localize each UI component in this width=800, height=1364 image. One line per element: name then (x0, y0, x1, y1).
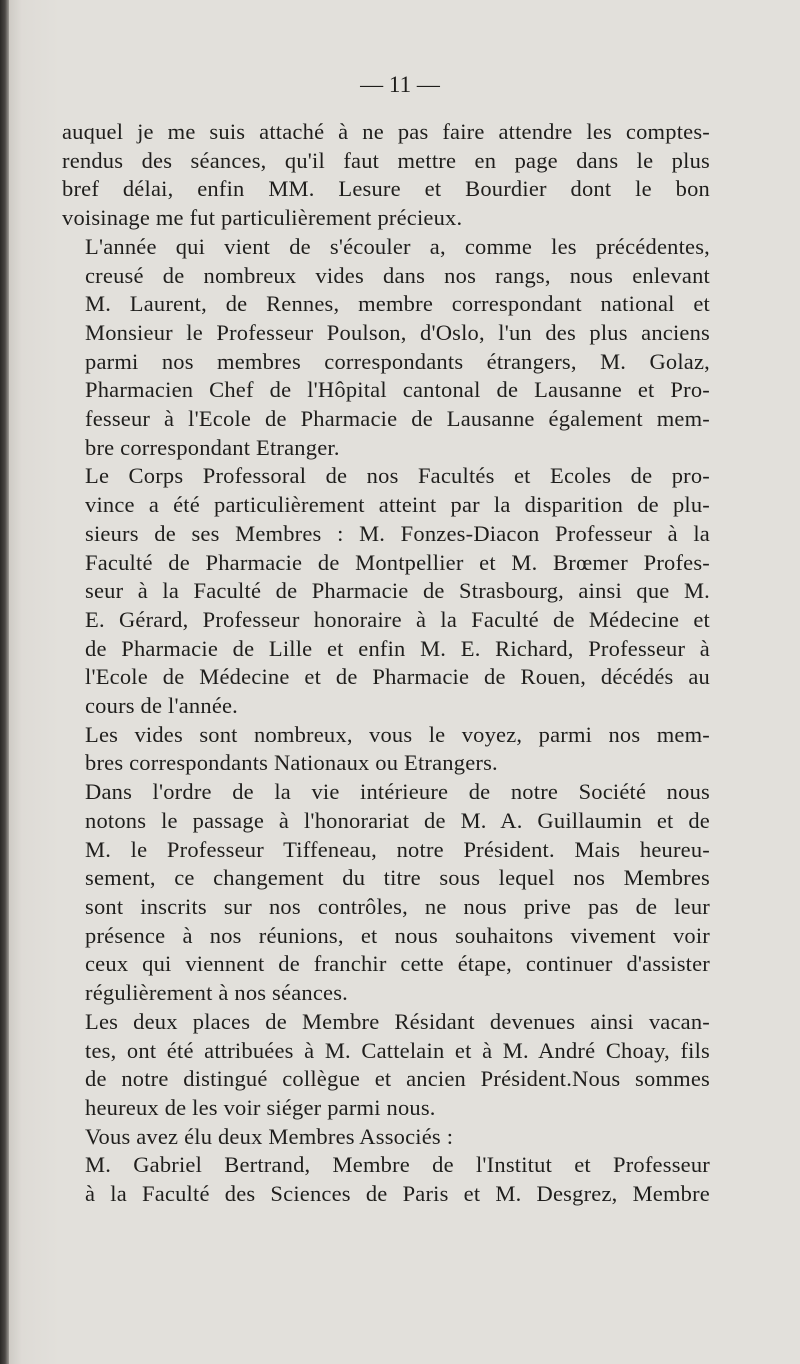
text-line: Faculté de Pharmacie de Montpellier et M. Brœmer Profes- (85, 549, 710, 575)
text-line: Le Corps Professoral de nos Facultés et Ecoles de pro- (85, 463, 710, 489)
text-line: sieurs de ses Membres : M. Fonzes-Diacon Professeur à la (85, 520, 710, 546)
text-line: l'Ecole de Médecine et de Pharmacie de Rouen, décédés au (85, 664, 710, 690)
text-line: M. Laurent, de Rennes, membre correspondant national et (85, 291, 710, 317)
text-line: de notre distingué collègue et ancien Président.Nous sommes (85, 1066, 710, 1092)
text-line: bres correspondants Nationaux ou Etrangers. (85, 750, 498, 776)
text-line: bref délai, enfin MM. Lesure et Bourdier dont le bon (62, 176, 710, 202)
text-line: notons le passage à l'honorariat de M. A. Guillaumin et de (85, 807, 710, 833)
text-line: M. Gabriel Bertrand, Membre de l'Institut et Professeur (85, 1152, 710, 1178)
text-line: cours de l'année. (85, 693, 239, 719)
text-line: Les vides sont nombreux, vous le voyez, parmi nos mem- (85, 721, 710, 747)
paragraph-5 (62, 778, 710, 1008)
text-line: E. Gérard, Professeur honoraire à la Faculté de Médecine et (85, 606, 710, 632)
text-line: de Pharmacie de Lille et enfin M. E. Richard, Professeur à (85, 635, 710, 661)
text-line: Dans l'ordre de la vie intérieure de notre Société nous (85, 779, 710, 805)
text-line: seur à la Faculté de Pharmacie de Strasbourg, ainsi que M. (85, 578, 710, 604)
text-line: L'année qui vient de s'écouler a, comme les précédentes, (85, 233, 710, 259)
text-line: parmi nos membres correspondants étrangers, M. Golaz, (85, 348, 710, 374)
text-line: rendus des séances, qu'il faut mettre en page dans le plus (62, 147, 710, 173)
text-line: Vous avez élu deux Membres Associés : (85, 1123, 454, 1149)
text-line: fesseur à l'Ecole de Pharmacie de Lausanne également mem- (85, 406, 710, 432)
paragraph-6 (62, 1008, 710, 1123)
text-line: régulièrement à nos séances. (85, 980, 348, 1006)
text-line: tes, ont été attribuées à M. Cattelain et à M. André Choay, fils (85, 1037, 710, 1063)
paragraph-1 (62, 118, 710, 233)
text-line: bre correspondant Etranger. (85, 434, 340, 460)
text-line: heureux de les voir siéger parmi nous. (85, 1094, 436, 1120)
text-line: creusé de nombreux vides dans nos rangs, nous enlevant (85, 262, 710, 288)
text-line: ceux qui viennent de franchir cette étape, continuer d'assister (85, 951, 710, 977)
paragraph-4 (62, 721, 710, 778)
book-spine-shadow (0, 0, 9, 1364)
text-line: sement, ce changement du titre sous lequel nos Membres (85, 865, 710, 891)
paragraph-3 (62, 462, 710, 720)
paragraph-8 (62, 1151, 710, 1208)
paragraph-7 (62, 1123, 710, 1152)
text-line: auquel je me suis attaché à ne pas faire attendre les comptes- (62, 119, 710, 144)
text-line: Pharmacien Chef de l'Hôpital cantonal de Lausanne et Pro- (85, 377, 710, 403)
text-line: M. le Professeur Tiffeneau, notre Président. Mais heureu- (85, 836, 710, 862)
text-line: Monsieur le Professeur Poulson, d'Oslo, l'un des plus anciens (85, 319, 710, 345)
text-line: sont inscrits sur nos contrôles, ne nous prive pas de leur (85, 893, 710, 919)
text-line: à la Faculté des Sciences de Paris et M. Desgrez, Membre (85, 1181, 710, 1207)
body-text (62, 118, 710, 1209)
text-line: Les deux places de Membre Résidant devenues ainsi vacan- (85, 1008, 710, 1034)
text-line: vince a été particulièrement atteint par la disparition de plu- (85, 492, 710, 518)
paragraph-2 (62, 233, 710, 463)
page-number: — 11 — (360, 72, 440, 97)
text-line: présence à nos réunions, et nous souhaitons vivement voir (85, 922, 710, 948)
text-line: voisinage me fut particulièrement précieux. (62, 205, 463, 231)
